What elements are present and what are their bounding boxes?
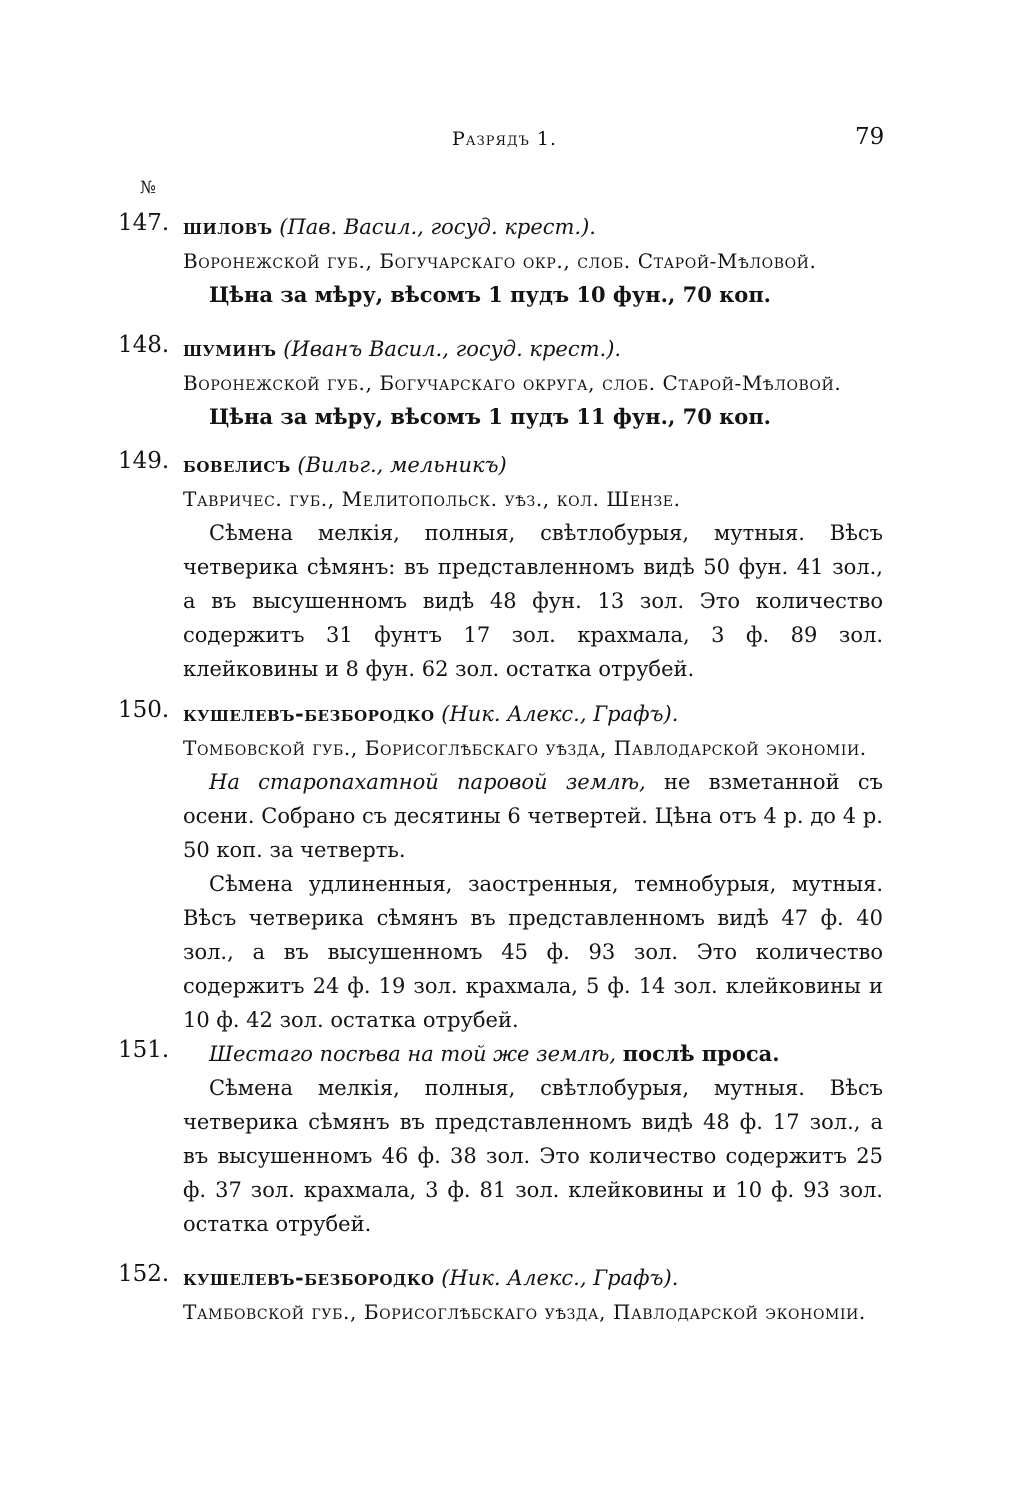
entry-location: Тамбовской губ., Борисоглѣбскаго уѣзда, Павлодарской экономіи.	[183, 1300, 866, 1324]
entry-location: Томбовской губ., Борисоглѣбскаго уѣзда, Павлодарской экономіи.	[183, 736, 867, 760]
entry-147	[0, 210, 1014, 312]
entry-paragraph: Сѣмена мелкія, полныя, свѣтлобурыя, мутныя. Вѣсъ четверика сѣмянъ: въ представленномъ видѣ 50 фун. 41 зол., а въ высушенномъ видѣ 48 фун. 13 зол. Это количество содержитъ 31 фунтъ 17 зол. крахмала, 3 ф. 89 зол. клейковины и 8 фун. 62 зол. остатка отрубей.	[183, 521, 883, 681]
entry-title	[183, 210, 883, 244]
entry-title-suffix: (Ник. Алекс., Графъ).	[441, 1266, 679, 1290]
entry-151	[0, 1037, 1014, 1241]
page-number: 79	[855, 124, 885, 150]
entry-number: 151.	[118, 1037, 170, 1063]
entry-number: 152.	[118, 1261, 170, 1287]
entry-location: Тавричес. губ., Мелитопольск. уѣз., кол. Шензе.	[183, 487, 681, 511]
entry-paragraph: Сѣмена мелкія, полныя, свѣтлобурыя, мутныя. Вѣсъ четверика сѣмянъ въ представленномъ видѣ 48 ф. 17 зол., а въ высушенномъ 46 ф. 38 зол. Это количество содержитъ 25 ф. 37 зол. крахмала, 3 ф. 81 зол. клейковины и 10 ф. 93 зол. остатка отрубей.	[183, 1076, 883, 1236]
entries-list	[0, 210, 1014, 1329]
entry-title-suffix: (Иванъ Васил., госуд. крест.).	[283, 337, 622, 361]
entry-title-suffix: (Ник. Алекс., Графъ).	[441, 702, 679, 726]
entry-title-italic: Шестаго посѣва на той же землѣ,	[209, 1042, 617, 1066]
entry-title-suffix: (Пав. Васил., госуд. крест.).	[279, 215, 596, 239]
entry-150	[0, 697, 1014, 1037]
entry-number: 150.	[118, 697, 170, 723]
entry-title	[183, 1261, 883, 1295]
entry-title	[209, 1037, 909, 1071]
entry-price: Цѣна за мѣру, вѣсомъ 1 пудъ 10 фун., 70 коп.	[209, 282, 771, 307]
entry-title-text: послѣ проса.	[622, 1041, 780, 1066]
entry-name: кушелевъ-безбородко	[183, 1265, 435, 1290]
entry-149	[0, 448, 1014, 686]
entry-title	[183, 697, 883, 731]
entry-title	[183, 332, 883, 366]
entry-paragraph	[183, 765, 883, 867]
entry-title-suffix: (Вильг., мельникъ)	[297, 453, 507, 477]
entry-number: 147.	[118, 210, 170, 236]
entry-152	[0, 1261, 1014, 1329]
entry-location: Воронежской губ., Богучарскаго окр., слоб. Старой-Мѣловой.	[183, 249, 817, 273]
entry-paragraph-italic: На старопахатной паровой землѣ,	[209, 770, 646, 794]
page-header	[0, 124, 1014, 158]
entry-number: 148.	[118, 332, 170, 358]
entry-name: шиловъ	[183, 214, 273, 239]
entry-name: шуминъ	[183, 336, 277, 361]
running-head: Разрядъ 1.	[452, 128, 558, 150]
entry-name: бовелисъ	[183, 452, 291, 477]
entry-price: Цѣна за мѣру, вѣсомъ 1 пудъ 11 фун., 70 коп.	[209, 404, 771, 429]
entry-location: Воронежской губ., Богучарскаго округа, слоб. Старой-Мѣловой.	[183, 371, 842, 395]
entry-paragraph-text: не взметанной съ осени. Собрано съ десятины 6 четвертей. Цѣна отъ 4 р. до 4 р. 50 коп. за четверть.	[183, 770, 883, 862]
numero-sign: №	[140, 178, 157, 198]
entry-name: кушелевъ-безбородко	[183, 701, 435, 726]
entry-paragraph: Сѣмена удлиненныя, заостренныя, темнобурыя, мутныя. Вѣсъ четверика сѣмянъ въ представленномъ видѣ 47 ф. 40 зол., а въ высушенномъ 45 ф. 93 зол. Это количество содержитъ 24 ф. 19 зол. крахмала, 5 ф. 14 зол. клейковины и 10 ф. 42 зол. остатка отрубей.	[183, 872, 883, 1032]
entry-148	[0, 332, 1014, 434]
entry-title	[183, 448, 883, 482]
entry-number: 149.	[118, 448, 170, 474]
